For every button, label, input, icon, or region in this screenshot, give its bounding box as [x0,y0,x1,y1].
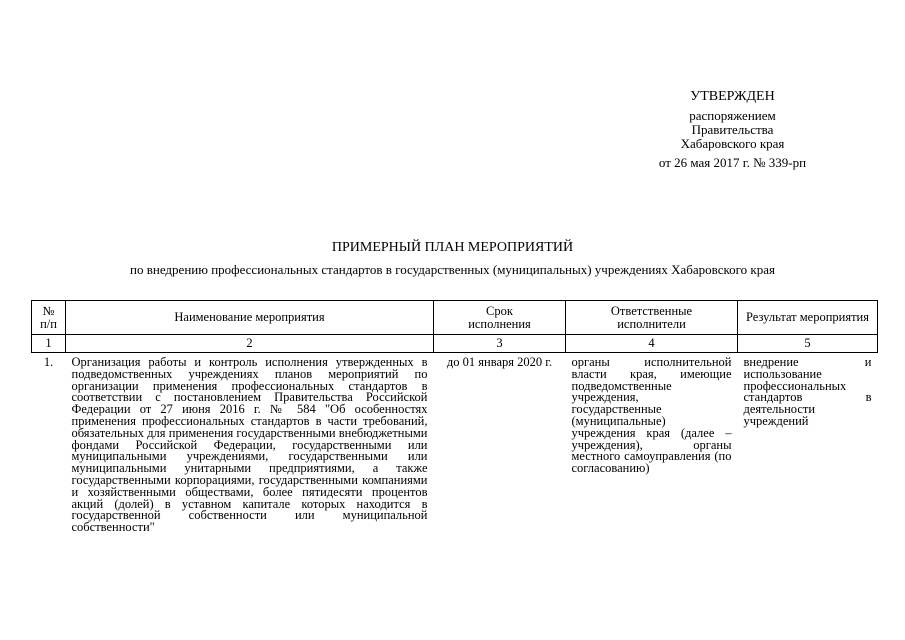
approval-date: от 26 мая 2017 г. № 339-рп [658,155,807,170]
row-responsible: органы исполнительной власти края, имеющие подведомственные учреждения, государственные (муниципальные) учреждения края (далее – учреждения), органы местного самоуправления (по согласованию) [571,355,732,476]
header-number-line-1: № [42,303,55,318]
approval-stamp [640,90,825,170]
header-number-line-2: п/п [40,316,57,331]
header-result: Результат мероприятия [738,301,878,335]
column-number: 1 [32,335,66,353]
row-number: 1. [43,355,54,369]
row-deadline: до 01 января 2020 г. [446,355,553,369]
header-responsible-line-2: исполнители [617,316,686,331]
header-responsible-line-1: Ответственные [610,303,693,318]
column-number: 5 [738,335,878,353]
approval-heading: УТВЕРЖДЕН [690,89,775,104]
column-number: 3 [434,335,566,353]
document-title: ПРИМЕРНЫЙ ПЛАН МЕРОПРИЯТИЙ [331,240,574,255]
header-number [32,301,66,335]
header-deadline [434,301,566,335]
row-activity-name: Организация работы и контроль исполнения утвержденных в подведомственных учреждениях планов мероприятий по организации применения профессиональных стандартов в соответствии с постановлением Правительства Российской Федерации от 27 июня 2016 г. № 584 "Об особенностях применения профессиональных стандартов в части требований, обязательных для применения государственными внебюджетными фондами Российской Федерации, государственными или муниципальными учреждениями, государственными или муниципальными унитарными предприятиями, а также государственными корпорациями, государственными компаниями и хозяйственными обществами, более пятидесяти процентов акций (долей) в уставном капитале которых находится в государственной собственности или муниципальной собственности" [71,355,428,535]
table-row [32,353,878,534]
document-subtitle: по внедрению профессиональных стандартов в государственных (муниципальных) учреждениях Хабаровского края [130,262,775,277]
approval-line-2: Правительства [691,122,774,137]
column-number: 2 [66,335,434,353]
column-number: 4 [566,335,738,353]
header-name: Наименование мероприятия [66,301,434,335]
row-result: внедрение и использование профессиональных стандартов в деятельности учреждений [743,355,872,428]
header-deadline-line-2: исполнения [468,316,531,331]
approval-line-3: Хабаровского края [680,136,785,151]
plan-table [31,300,878,534]
column-numbers-row [32,335,878,353]
approval-line-1: распоряжением [689,108,776,123]
table-header-row [32,301,878,335]
header-deadline-line-1: Срок [486,303,513,318]
header-responsible [566,301,738,335]
